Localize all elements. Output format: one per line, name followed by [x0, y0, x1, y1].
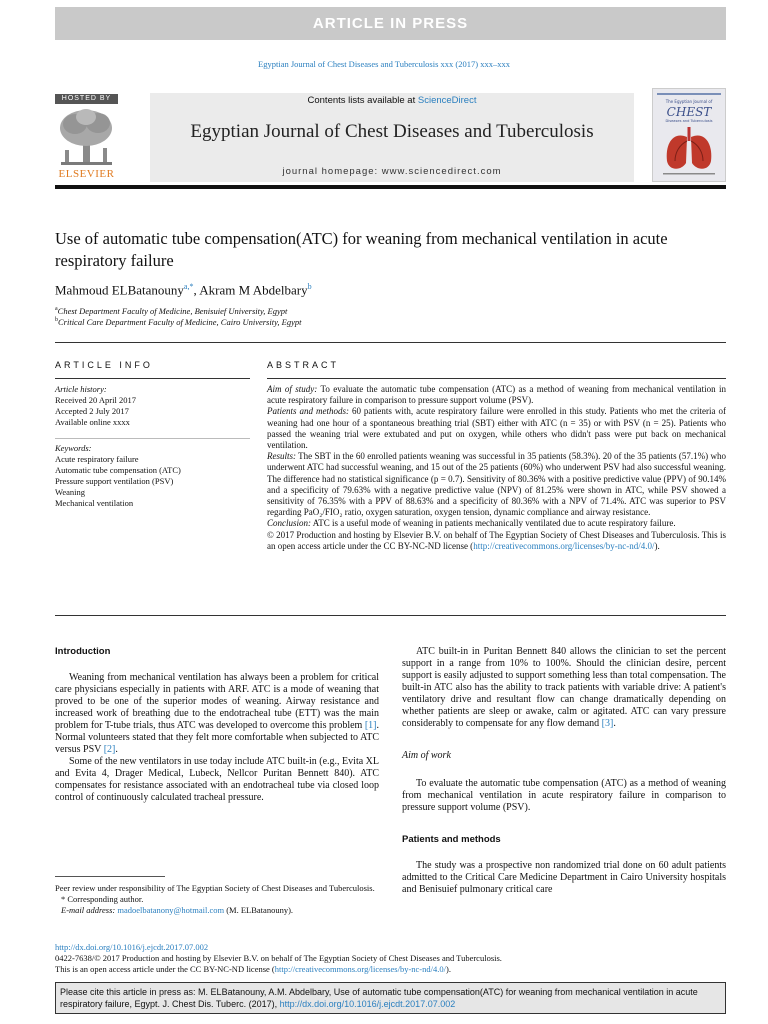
intro-paragraph-1	[55, 672, 379, 756]
authors-line	[55, 282, 312, 298]
conclusion-text: ATC is a useful mode of weaning in patients mechanically ventilated due to acute respiratory failure.	[311, 518, 676, 529]
author-1-affil[interactable]: a,*	[183, 282, 194, 291]
email-label: E-mail address:	[61, 905, 118, 915]
abstract-heading: ABSTRACT	[267, 360, 340, 370]
intro-p3-text-b: .	[613, 718, 616, 729]
methods-label: Patients and methods:	[267, 406, 349, 417]
affiliation-b	[55, 317, 301, 327]
history-rule	[55, 438, 250, 439]
intro-paragraph-3	[402, 646, 726, 730]
hosted-by-label: HOSTED BY	[55, 94, 118, 104]
keyword-item: Pressure support ventilation (PSV)	[55, 476, 174, 486]
journal-title: Egyptian Journal of Chest Diseases and Tuberculosis	[190, 121, 594, 142]
abstract-rule	[267, 378, 726, 379]
affiliation-a-mark: a	[55, 306, 58, 313]
abstract-methods	[267, 406, 726, 451]
journal-header-box	[150, 93, 634, 182]
article-info-heading: ARTICLE INFO	[55, 360, 153, 370]
author-2[interactable]: Akram M Abdelbary	[199, 282, 308, 298]
accepted-date: Accepted 2 July 2017	[55, 406, 129, 416]
affiliation-rule	[55, 342, 726, 343]
results-label: Results:	[267, 451, 296, 462]
journal-cover-image	[652, 88, 726, 182]
methods-paragraph: The study was a prospective non randomized trial done on 60 adult patients admitted to the Critical Care Medicine Department in Cairo University hospitals and Benisuief pulmonary critical care	[402, 860, 726, 895]
affiliation-a	[55, 306, 287, 316]
aim-label: Aim of study:	[267, 384, 318, 394]
intro-p1-text: Weaning from mechanical ventilation has always been a problem for critical care physicians especially in patients with ARF. ATC is a mode of weaning that proved to be one of the superior modes of weaning. Airway resistance and increased work of breathing due to the endotracheal tube (ETT) was the main problem for T-tube trials, thus ATC was developed to overcome this problem	[55, 672, 379, 731]
open-access-text: This is an open access article under the CC BY-NC-ND license (	[55, 964, 275, 974]
author-2-affil[interactable]: b	[307, 282, 312, 291]
abstract-bottom-rule	[55, 615, 726, 616]
elsevier-tree-logo	[55, 106, 118, 168]
keywords-label: Keywords:	[55, 443, 92, 453]
abstract-conclusion	[267, 518, 726, 529]
open-access-end: ).	[446, 964, 451, 974]
history-label: Article history:	[55, 384, 107, 394]
please-cite-box	[55, 982, 726, 1014]
cite-doi-link[interactable]: http://dx.doi.org/10.1016/j.ejcdt.2017.07.002	[279, 999, 456, 1009]
intro-p1-text-c: .	[115, 744, 118, 755]
article-in-press-banner: ARTICLE IN PRESS	[55, 7, 726, 40]
intro-p1-text-b: . Normal volunteers stated that they felt more comfortable when subjected to ATC versus PSV	[55, 720, 379, 755]
affiliation-a-text: Chest Department Faculty of Medicine, Benisuief University, Egypt	[57, 306, 288, 316]
author-1[interactable]: Mahmoud ELBatanouny	[55, 282, 184, 298]
introduction-heading: Introduction	[55, 646, 111, 657]
cover-top-line: The Egyptian Journal of	[665, 99, 713, 104]
ref-1-link[interactable]: [1]	[364, 720, 377, 731]
journal-cite-line[interactable]: Egyptian Journal of Chest Diseases and Tuberculosis xxx (2017) xxx–xxx	[258, 59, 510, 69]
copyright-text: © 2017 Production and hosting by Elsevier B.V. on behalf of The Egyptian Society of Chest Diseases and Tuberculosis. This is an open access article under the CC BY-NC-ND license (	[267, 529, 726, 551]
keyword-item: Acute respiratory failure	[55, 454, 139, 464]
contents-line	[150, 95, 634, 106]
ref-2-link[interactable]: [2]	[103, 744, 116, 755]
lungs-cover-icon	[653, 89, 725, 181]
methods-text: 60 patients with, acute respiratory failure were enrolled in this study. Patients who met the criteria of weaning had one hour of a spontaneous breathing trial (SBT) either with ATC (n = 35) or with PSV (n = 25). Patients who passed the weaning trial were extubated and put on oxygen, while others who didn't pass were put back on mechanical ventilation.	[267, 406, 726, 451]
author-separator: ,	[193, 282, 200, 298]
doi-link[interactable]: http://dx.doi.org/10.1016/j.ejcdt.2017.07.002	[55, 942, 209, 952]
footnotes	[55, 883, 385, 916]
keyword-item: Automatic tube compensation (ATC)	[55, 465, 181, 475]
keywords-block	[55, 443, 250, 509]
elsevier-logo-word: ELSEVIER	[58, 168, 115, 180]
doi-block	[55, 942, 726, 975]
email-owner: (M. ELBatanouny).	[224, 905, 294, 915]
right-column	[402, 646, 726, 896]
email-note	[55, 905, 385, 916]
abstract-body	[267, 384, 726, 552]
received-date: Received 20 April 2017	[55, 395, 136, 405]
keyword-item: Weaning	[55, 487, 85, 497]
license-link[interactable]: http://creativecommons.org/licenses/by-nc-nd/4.0/	[473, 540, 655, 551]
aim-paragraph: To evaluate the automatic tube compensation (ATC) as a method of weaning from mechanical ventilation in acute respiratory failure in comparison to pressure support volume (PSV).	[402, 778, 726, 813]
oa-license-link[interactable]: http://creativecommons.org/licenses/by-nc-nd/4.0/	[274, 964, 446, 974]
info-rule	[55, 378, 250, 379]
intro-p3-text: ATC built-in in Puritan Bennett 840 allows the clinician to set the percent support in a range from 10% to 100%. Should the clinician desire, percent support is easily adjusted to support something less than total compensation. The built-in ATC also has the ability to track patients with variable drive: A patient's ventilatory drive and resultant flow can change dramatically depending on whether patients are sleep or awake, calm or agitated. ATC can vary pressure considerably to compensate for any flow demand	[402, 646, 726, 729]
header-rule	[55, 185, 726, 189]
affiliation-b-text: Critical Care Department Faculty of Medicine, Cairo University, Egypt	[58, 317, 302, 327]
results-text: The SBT in the 60 enrolled patients weaning was successful in 35 patients (58.3%). 20 of the 35 patients (57.1%) who underwent ATC had successful weaning, and 15 out of the 25 patients (60%) who underwent PSV had also successful weaning. The difference had no statistical significance (p = 0.7). Sensitivity of 80.36% with a positive predictive value (PPV) of 90.14% and a specificity of 79.63% with a negative predictive value (NPV) of 81.25% were shown in ATC, while PSV showed a sensitivity of 76.35% with a PPV of 88.63% and a specificity of 80.36% with a NPV of 71.4%. ATC was superior to PSV regarding PaO₂/FIO₂ ratio, oxygen saturation, oxygen tension, dynamic compliance and airway resistance.	[267, 451, 726, 518]
aim-text: To evaluate the automatic tube compensation (ATC) as a method of weaning from mechanical ventilation in acute respiratory failure in comparison to pressure support volume (PSV).	[267, 384, 726, 406]
open-access-line	[55, 964, 726, 975]
footnote-rule	[55, 876, 165, 877]
ref-3-link[interactable]: [3]	[601, 718, 614, 729]
peer-review-note: Peer review under responsibility of The Egyptian Society of Chest Diseases and Tuberculosis.	[55, 883, 375, 893]
patients-methods-heading: Patients and methods	[402, 834, 501, 845]
cover-sub-line: Diseases and Tuberculosis	[665, 119, 713, 123]
cover-chest-word: CHEST	[666, 105, 712, 119]
online-date: Available online xxxx	[55, 417, 130, 427]
intro-paragraph-2: Some of the new ventilators in use today include ATC built-in (e.g., Evita XL and Evita 4, Drager Medical, Lubeck, Nellcor Puritan Bennett 840). ATC compensates for resistance associated with an endotracheal tube via closed loop control of continuously calculated tracheal pressure.	[55, 756, 379, 803]
sciencedirect-link[interactable]: ScienceDirect	[417, 95, 477, 106]
aim-of-work-heading: Aim of work	[402, 750, 451, 761]
keyword-item: Mechanical ventilation	[55, 498, 134, 508]
email-link[interactable]: madoelbatanony@hotmail.com	[117, 905, 225, 915]
corresponding-note: * Corresponding author.	[61, 894, 144, 904]
conclusion-label: Conclusion:	[267, 518, 311, 529]
abstract-aim	[267, 384, 726, 406]
journal-homepage[interactable]: journal homepage: www.sciencedirect.com	[282, 166, 502, 177]
article-history	[55, 384, 250, 428]
abstract-results	[267, 451, 726, 518]
affiliation-b-mark: b	[55, 317, 58, 324]
contents-prefix: Contents lists available at	[307, 95, 418, 106]
abstract-copyright	[267, 530, 726, 552]
cite-text: Please cite this article in press as: M. ELBatanouny, A.M. Abdelbary, Use of automatic tube compensation(ATC) for weaning from mechanical ventilation in acute respiratory failure, Egypt. J. Chest Dis. Tuberc. (2017),	[60, 987, 698, 1009]
article-title: Use of automatic tube compensation(ATC) for weaning from mechanical ventilation in acute respiratory failure	[55, 229, 668, 270]
left-column	[55, 646, 379, 804]
copyright-end: ).	[654, 540, 660, 551]
issn-line: 0422-7638/© 2017 Production and hosting by Elsevier B.V. on behalf of The Egyptian Society of Chest Diseases and Tuberculosis.	[55, 953, 502, 963]
